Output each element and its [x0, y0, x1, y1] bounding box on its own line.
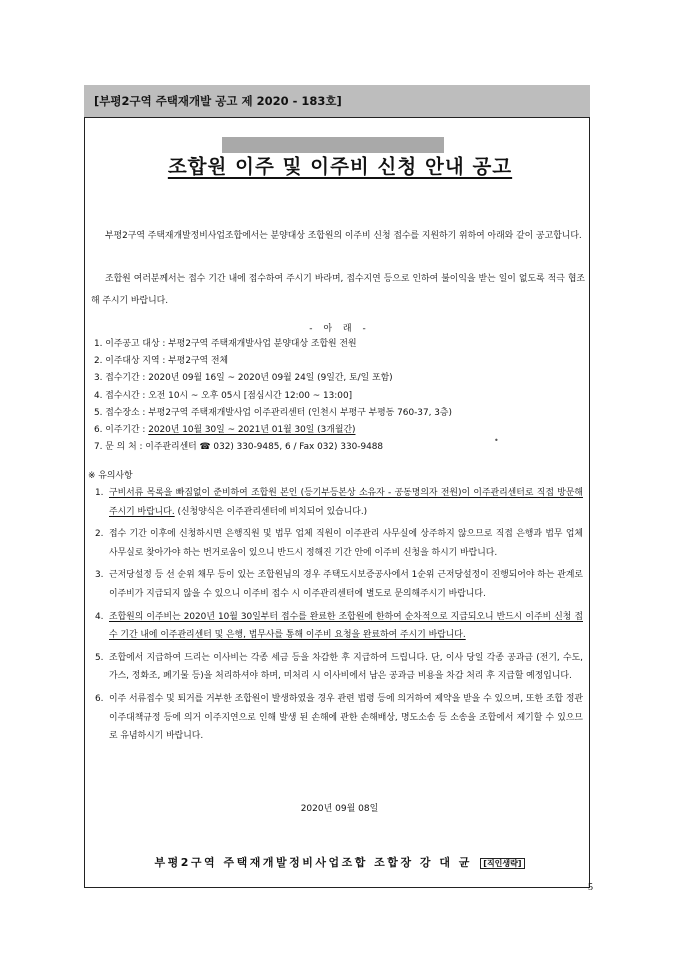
ara-heading: - 아 래 - [309, 324, 370, 334]
page-title: 조합원 이주 및 이주비 신청 안내 공고 [167, 155, 513, 178]
note-item [95, 525, 583, 562]
item-label: 6. 이주기간 : [94, 425, 149, 436]
note-text [109, 484, 583, 521]
signature-line [0, 854, 679, 870]
note-item [95, 690, 583, 746]
list-item: 5. 접수장소 : 부평2구역 주택재개발사업 이주관리센터 (인천시 부평구 부평동 760-37, 3층) [94, 407, 452, 418]
notes-list [95, 484, 583, 750]
list-item [94, 422, 584, 439]
note-text-rest: (신청양식은 이주관리센터에 비치되어 있습니다.) [174, 506, 368, 517]
note-text: 이주 서류접수 및 퇴거를 거부한 조합원이 발생하였을 경우 관련 법령 등에 의거하여 제약을 받을 수 있으며, 또한 조합 정관 이주대책규정 등에 의거 이주지연으로 인해 발생 된 손해에 관한 손해배상, 명도소송 등 소송을 조합에서 제기할 수 있으므로 유념하시기 바랍니다. [109, 693, 583, 742]
list-item: 3. 접수기간 : 2020년 09월 16일 ~ 2020년 09월 24일 (9일간, 토/일 포함) [94, 373, 393, 384]
note-item [95, 649, 583, 686]
list-item: 2. 이주대상 지역 : 부평2구역 전체 [94, 356, 229, 367]
list-item: 1. 이주공고 대상 : 부평2구역 주택재개발사업 분양대상 조합원 전원 [94, 339, 357, 349]
note-number: 4. [95, 611, 104, 622]
item-list [94, 336, 584, 456]
item-value-underlined: 2020년 10월 30일 ~ 2021년 01월 30일 (3개월간) [148, 425, 356, 436]
stray-mark: • [494, 436, 499, 445]
note-item [95, 608, 583, 645]
notice-number: [부평2구역 주택재개발 공고 제 2020 - 183호] [84, 85, 590, 118]
note-number: 5. [95, 652, 104, 663]
note-text: 접수 기간 이후에 신청하시면 은행직원 및 법무 업체 직원이 이주관리 사무실에 상주하지 않으므로 직접 은행과 법무 업체 사무실로 찾아가야 하는 번거로움이 있으니 반드시 정해진 기간 안에 이주비 신청을 하시기 바랍니다. [109, 529, 583, 558]
signature-text: 부평2구역 주택재개발정비사업조합 조합장 강 대 균 [154, 856, 472, 869]
note-number: 3. [95, 570, 104, 581]
intro-paragraph-2: 조합원 여러분께서는 접수 기간 내에 접수하여 주시기 바라며, 접수지연 등으로 인하여 불이익을 받는 일이 없도록 적극 협조해 주시기 바랍니다. [91, 274, 585, 306]
note-text-underlined: 조합원의 이주비는 2020년 10월 30일부터 접수를 완료한 조합원에 한하여 순차적으로 지급되오니 반드시 이주비 신청 접수 기간 내에 이주관리센터 및 은행, 법무사를 통해 이주비 요청을 완료하여 주시기 바랍니다. [109, 611, 583, 641]
note-item [95, 484, 583, 521]
note-item [95, 566, 583, 603]
note-number: 1. [95, 488, 104, 498]
notice-date: 2020년 09월 08일 [300, 804, 379, 814]
title-block [134, 139, 546, 183]
note-text: 조합에서 지급하여 드리는 이사비는 각종 세금 등을 차감한 후 지급하여 드립니다. 단, 이사 당일 각종 공과금 (전기, 수도, 가스, 정화조, 폐기물 등)을 처리하셔야 하며, 미처리 시 이사비에서 남은 공과금 비용을 차감 처리 후 지급할 예정입니다. [109, 652, 583, 682]
notes-heading: ※ 유의사항 [88, 471, 133, 481]
note-text: 근저당설정 등 선 순위 채무 등이 있는 조합원님의 경우 주택도시보증공사에서 1순위 근저당설정이 진행되어야 하는 관계로 이주비가 지급되지 않을 수 있으니 이주비 접수 시 이주관리센터에 별도로 문의해주시기 바랍니다. [109, 570, 583, 599]
intro-paragraph-1: 부평2구역 주택재개발정비사업조합에서는 분양대상 조합원의 이주비 신청 접수를 지원하기 위하여 아래와 같이 공고합니다. [105, 231, 582, 241]
list-item: 7. 문 의 처 : 이주관리센터 ☎ 032) 330-9485, 6 / Fax 032) 330-9488 [94, 442, 384, 453]
note-number: 2. [95, 529, 104, 540]
note-text-underlined: 구비서류 목록을 빠짐없이 준비하여 조합원 본인 (등기부등본상 소유자 - 공동명의자 전원)이 이주관리센터로 직접 방문해 주시기 바랍니다. [109, 488, 583, 517]
note-number: 6. [95, 693, 104, 704]
list-item: 4. 접수시간 : 오전 10시 ~ 오후 05시 [점심시간 12:00 ~ 13:00] [94, 390, 353, 401]
page-number: 5 [588, 882, 593, 893]
seal-omitted-label: [직인생략] [480, 858, 524, 869]
